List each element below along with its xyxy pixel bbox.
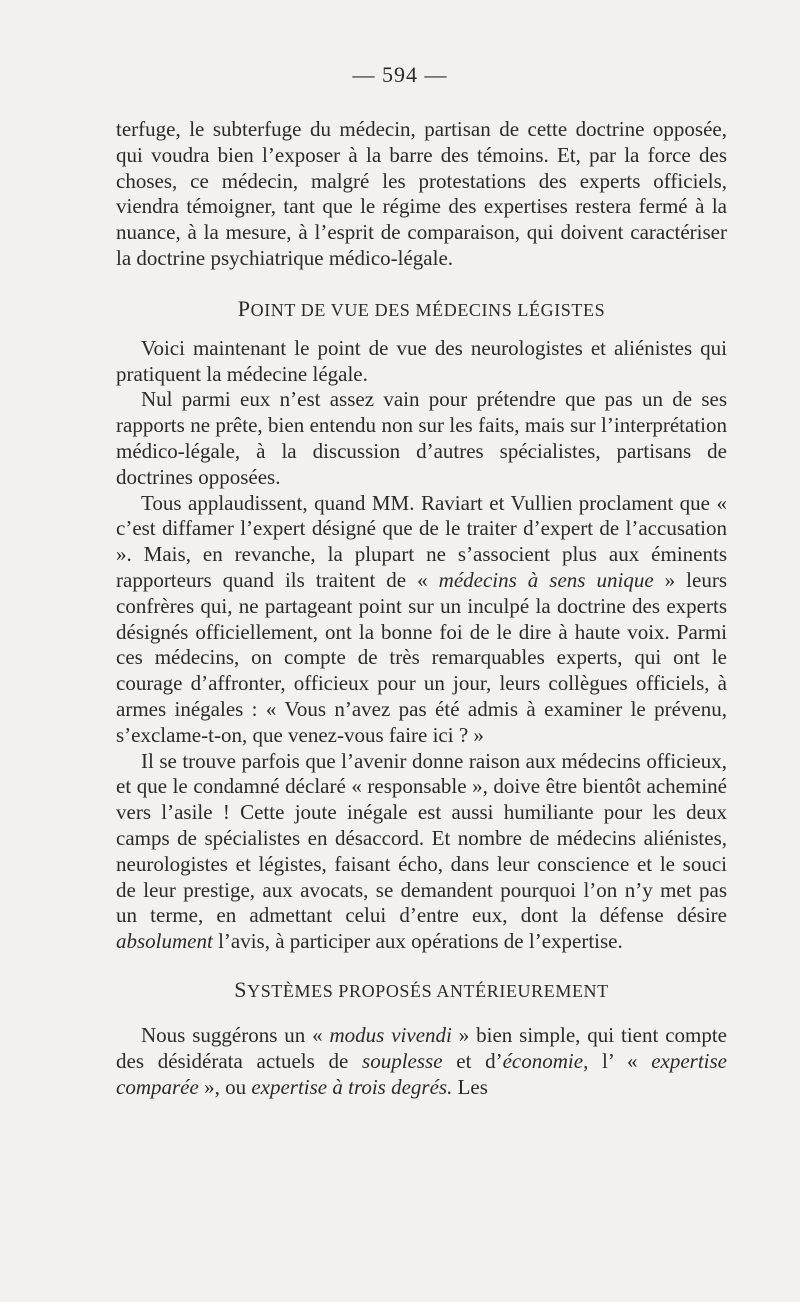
paragraph-6 xyxy=(116,1023,727,1100)
paragraph-6-part-d: l’ « xyxy=(588,1048,652,1073)
paragraph-5 xyxy=(116,749,727,955)
paragraph-6-emphasis-4: expertise comparée xyxy=(116,1048,727,1099)
heading-2-text: YSTÈMES PROPOSÉS ANTÉRIEUREMENT xyxy=(247,980,609,1001)
paragraph-4-emphasis: médecins à sens unique xyxy=(438,567,654,592)
paragraph-6-part-a: Nous suggérons un « xyxy=(141,1022,330,1047)
paragraph-1: terfuge, le subterfuge du médecin, partisan de cette doctrine opposée, qui voudra bien l’exposer à la barre des témoins. Et, par la force des choses, ce médecin, malgré les protestations des experts officiels, viendra témoigner, tant que le régime des expertises restera fermé à la nuance, à la mesure, à l’esprit de comparaison, qui doivent caractériser la doctrine psychiatrique médico-légale. xyxy=(116,117,727,270)
paragraph-3: Nul parmi eux n’est assez vain pour prétendre que pas un de ses rapports ne prête, bien entendu non sur les faits, mais sur l’interprétation médico-légale, à la discussion d’autres spécialistes, partisans de doctrines opposées. xyxy=(116,387,727,489)
heading-1-text: OINT DE VUE DES MÉDECINS LÉGISTES xyxy=(250,299,606,320)
page-number: — 594 — xyxy=(352,62,448,87)
paragraph-6-emphasis-2: souplesse xyxy=(362,1048,443,1073)
paragraph-4-part-b: » leurs confrères qui, ne partageant point sur un inculpé la doctrine des experts désignés officiellement, ont la bonne foi de le dire à haute voix. Parmi ces médecins, on compte de très remarquables experts, qui ont le courage d’affronter, officieux pour un jour, leurs collègues officiels, à armes inégales : « Vous n’avez pas été admis à examiner le prévenu, s’exclame-t-on, que venez-vous faire ici ? » xyxy=(116,567,727,747)
paragraph-5-part-a: Il se trouve parfois que l’avenir donne raison aux médecins officieux, et que le condamné déclaré « responsable », doive être bientôt acheminé vers l’asile ! Cette joute inégale est aussi humiliante pour les deux camps de spécialistes en désaccord. Et nombre de médecins aliénistes, neurologistes et légistes, faisant écho, dans leur conscience et le souci de leur prestige, aux avocats, se demandent pourquoi l’on n’y met pas un terme, en admettant celui d’entre eux, dont la défense désire xyxy=(116,748,727,928)
paragraph-5-emphasis: absolument xyxy=(116,929,213,954)
paragraph-6-emphasis-5: expertise à trois degrés. xyxy=(251,1074,453,1099)
heading-2-initial: S xyxy=(234,976,248,1002)
paragraph-6-part-e: », ou xyxy=(198,1074,252,1099)
paragraph-4 xyxy=(116,491,727,749)
paragraph-6-part-b: » bien simple, qui tient compte des désidérata actuels de xyxy=(116,1022,728,1073)
paragraph-4-part-a: Tous applaudissent, quand MM. Raviart et Vullien proclament que « c’est diffamer l’expert désigné que de le traiter d’expert de l’accusation ». Mais, en revanche, la plupart ne s’associent plus aux éminents rapporteurs quand ils traitent de « xyxy=(116,490,727,592)
paragraph-6-part-f: Les xyxy=(452,1074,488,1099)
paragraph-6-emphasis-1: modus vivendi xyxy=(329,1022,452,1047)
paragraph-2: Voici maintenant le point de vue des neurologistes et aliénistes qui pratiquent la médecine légale. xyxy=(116,335,727,386)
heading-1-initial: P xyxy=(237,295,251,321)
paragraph-5-part-b: l’avis, à participer aux opérations de l’expertise. xyxy=(212,929,623,954)
paragraph-6-part-c: et d’ xyxy=(442,1048,503,1073)
section-heading-2 xyxy=(116,976,727,1002)
section-heading-1 xyxy=(116,295,727,321)
body-text xyxy=(116,117,727,1100)
paragraph-6-emphasis-3: économie, xyxy=(502,1048,589,1073)
